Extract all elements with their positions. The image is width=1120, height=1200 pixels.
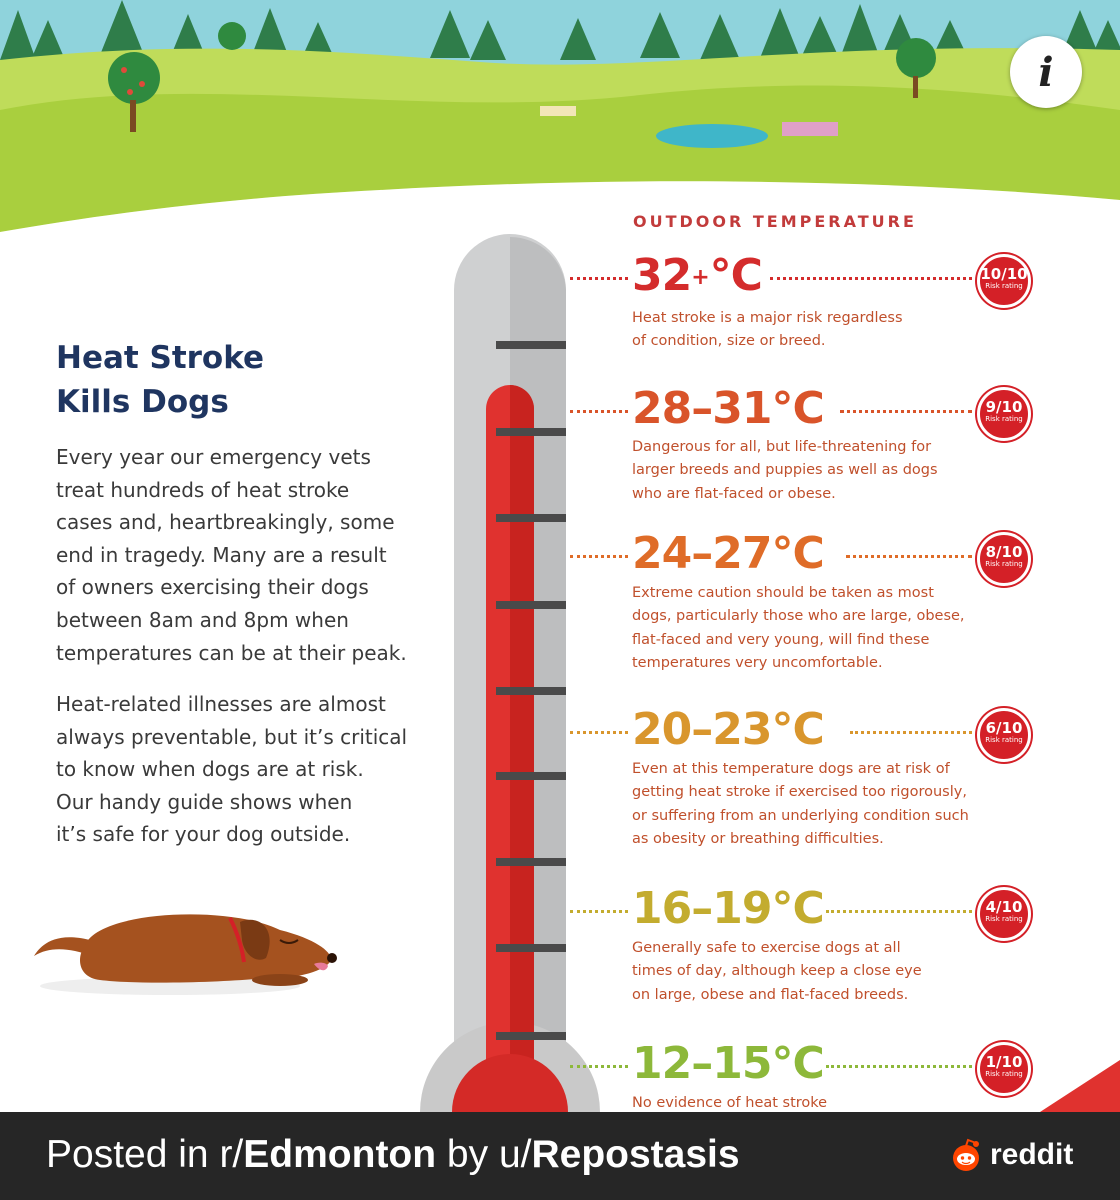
risk-description — [632, 1092, 992, 1112]
degree-unit: °C — [709, 250, 762, 301]
description-line: getting heat stroke if exercised too rigorously, — [632, 784, 967, 801]
temperature-range — [632, 706, 824, 754]
temperature-value: 12–15 — [632, 1038, 772, 1089]
thermometer-tick — [496, 1032, 566, 1040]
title-line: Kills Dogs — [56, 384, 229, 420]
temperature-value: 32 — [632, 250, 692, 301]
dotted-leader-right — [826, 1065, 972, 1068]
posted-prefix: Posted in r/ — [46, 1133, 244, 1176]
risk-rating-badge — [977, 708, 1031, 762]
risk-description — [632, 582, 992, 675]
paragraph-line: end in tragedy. Many are a result — [56, 542, 387, 567]
dotted-leader-right — [840, 410, 972, 413]
dotted-leader-left — [570, 910, 628, 913]
risk-rating-value: 4/10 — [985, 898, 1023, 916]
posted-in-text — [46, 1133, 740, 1177]
description-line: Generally safe to exercise dogs at all — [632, 940, 901, 956]
plus-sign: + — [691, 265, 710, 290]
degree-unit: °C — [771, 1038, 824, 1089]
risk-rating-label: Risk rating — [985, 415, 1023, 423]
footer-bar — [0, 1112, 1120, 1200]
paragraph-line: Every year our emergency vets — [56, 445, 371, 469]
paragraph-line: always preventable, but it’s critical — [56, 724, 408, 749]
risk-rating-value: 1/10 — [985, 1053, 1023, 1071]
description-line: Even at this temperature dogs are at risk of — [632, 761, 950, 777]
description-line: flat-faced and very young, will find these — [632, 631, 930, 648]
paragraph-line: to know when dogs are at risk. — [56, 757, 364, 782]
risk-rating-value: 8/10 — [985, 543, 1023, 561]
temperature-range — [632, 885, 824, 933]
description-line: or suffering from an underlying condition such — [632, 807, 969, 824]
thermometer-tick — [496, 687, 566, 695]
risk-description — [632, 436, 992, 506]
temperature-value: 28–31 — [632, 383, 772, 434]
title-line: Heat Stroke — [56, 340, 265, 376]
description-line: who are flat-faced or obese. — [632, 485, 836, 502]
subreddit-link[interactable]: Edmonton — [243, 1133, 437, 1176]
dotted-leader-right — [850, 731, 972, 734]
risk-description — [632, 758, 992, 851]
description-line: Extreme caution should be taken as most — [632, 585, 934, 601]
paragraph-line: treat hundreds of heat stroke — [56, 477, 350, 502]
risk-rating-label: Risk rating — [985, 560, 1023, 568]
description-line: Dangerous for all, but life-threatening for — [632, 439, 932, 455]
description-line: Heat stroke is a major risk regardless — [632, 310, 903, 326]
thermometer-tick — [496, 428, 566, 436]
reddit-alien-icon — [948, 1138, 984, 1172]
description-line: as obesity or breathing difficulties. — [632, 830, 884, 847]
dotted-leader-right — [770, 277, 972, 280]
thermometer-tick — [496, 772, 566, 780]
temperature-range — [632, 385, 824, 433]
temperature-range — [632, 1040, 824, 1088]
paragraph-line: of owners exercising their dogs — [56, 575, 369, 600]
posted-by: by u/ — [436, 1133, 532, 1176]
degree-unit: °C — [771, 704, 824, 755]
temperature-value: 20–23 — [632, 704, 772, 755]
dotted-leader-left — [570, 555, 628, 558]
info-button[interactable]: i — [1010, 36, 1082, 108]
risk-rating-label: Risk rating — [985, 282, 1023, 290]
thermometer-tick — [496, 341, 566, 349]
risk-rating-value: 9/10 — [985, 398, 1023, 416]
description-line: of condition, size or breed. — [632, 333, 826, 350]
paragraph-line: between 8am and 8pm when — [56, 607, 349, 632]
description-line: larger breeds and puppies as well as dogs — [632, 462, 938, 479]
thermometer-tick — [496, 858, 566, 866]
temperature-value: 16–19 — [632, 883, 772, 934]
username-link[interactable]: Repostasis — [531, 1133, 740, 1176]
temperature-range — [632, 252, 762, 300]
reddit-logo[interactable] — [948, 1138, 1073, 1172]
dotted-leader-left — [570, 277, 628, 280]
risk-rating-badge — [977, 254, 1031, 308]
scale-header: OUTDOOR TEMPERATURE — [633, 212, 917, 231]
description-line: on large, obese and flat-faced breeds. — [632, 986, 909, 1003]
degree-unit: °C — [771, 383, 824, 434]
risk-rating-badge — [977, 887, 1031, 941]
risk-description — [632, 937, 992, 1007]
risk-rating-badge — [977, 1042, 1031, 1096]
reddit-wordmark: reddit — [990, 1138, 1074, 1171]
paragraph-line: Our handy guide shows when — [56, 789, 353, 814]
risk-rating-badge — [977, 387, 1031, 441]
paragraph-line: Heat-related illnesses are almost — [56, 692, 386, 716]
paragraph-line: cases and, heartbreakingly, some — [56, 510, 395, 535]
dotted-leader-left — [570, 410, 628, 413]
dotted-leader-right — [826, 910, 972, 913]
thermometer-tick — [496, 601, 566, 609]
dotted-leader-left — [570, 1065, 628, 1068]
description-line: No evidence of heat stroke — [632, 1095, 828, 1111]
dotted-leader-left — [570, 731, 628, 734]
description-line: dogs, particularly those who are large, obese, — [632, 608, 965, 625]
temperature-range — [632, 530, 824, 578]
risk-rating-label: Risk rating — [985, 1070, 1023, 1078]
risk-description — [632, 307, 992, 354]
risk-rating-value: 10/10 — [980, 265, 1028, 283]
description-line: temperatures very uncomfortable. — [632, 654, 883, 671]
description-line: times of day, although keep a close eye — [632, 963, 922, 980]
temperature-value: 24–27 — [632, 528, 772, 579]
thermometer-tick — [496, 944, 566, 952]
thermometer-tick — [496, 514, 566, 522]
paragraph-line: it’s safe for your dog outside. — [56, 822, 351, 847]
risk-rating-label: Risk rating — [985, 736, 1023, 744]
risk-rating-label: Risk rating — [985, 915, 1023, 923]
degree-unit: °C — [771, 528, 824, 579]
risk-rating-badge — [977, 532, 1031, 586]
dotted-leader-right — [846, 555, 972, 558]
paragraph-line: temperatures can be at their peak. — [56, 640, 407, 665]
degree-unit: °C — [771, 883, 824, 934]
risk-rating-value: 6/10 — [985, 719, 1023, 737]
